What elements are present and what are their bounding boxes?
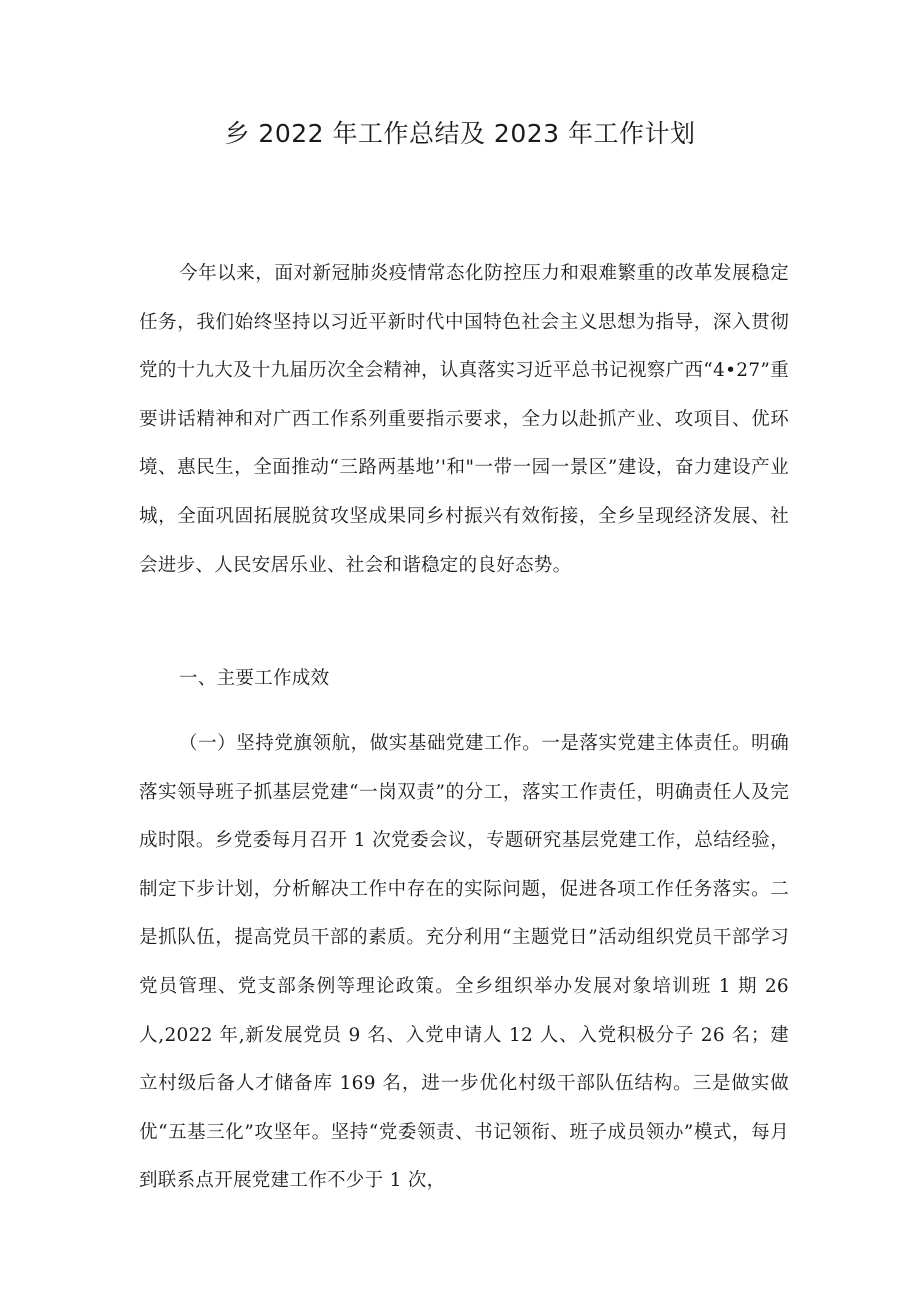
document-title: 乡 2022 年工作总结及 2023 年工作计划 <box>224 119 696 148</box>
section-one-paragraph: （一）坚持党旗领航，做实基础党建工作。一是落实党建主体责任。明确落实领导班子抓基层党建“一岗双责”的分工，落实工作责任，明确责任人及完成时限。乡党委每月召开 1 次党委会议，专题研究基层党建工作，总结经验，制定下步计划，分析解决工作中存在的实际问题，促进各项工作任务落实。二是抓队伍，提高党员干部的素质。充分利用“主题党日”活动组织党员干部学习党员管理、党支部条例等理论政策。全乡组织举办发展对象培训班 1 期 26 人,2022 年,新发展党员 9 名、入党申请人 12 人、入党积极分子 26 名；建立村级后备人才储备库 169 名，进一步优化村级干部队伍结构。三是做实做优“五基三化”攻坚年。坚持“党委领责、书记领衔、班子成员领办”模式，每月到联系点开展党建工作不少于 1 次， <box>139 733 789 1192</box>
intro-paragraph: 今年以来，面对新冠肺炎疫情常态化防控压力和艰难繁重的改革发展稳定任务，我们始终坚持以习近平新时代中国特色社会主义思想为指导，深入贯彻党的十九大及十九届历次全会精神，认真落实习近平总书记视察广西“4•27”重要讲话精神和对广西工作系列重要指示要求，全力以赴抓产业、攻项目、优环境、惠民生，全面推动“三路两基地’'和"一带一园一景区”建设，奋力建设产业城，全面巩固拓展脱贫攻坚成果同乡村振兴有效衔接，全乡呈现经济发展、社会进步、人民安居乐业、社会和谐稳定的良好态势。 <box>139 263 789 576</box>
section-heading: 一、主要工作成效 <box>179 668 330 689</box>
